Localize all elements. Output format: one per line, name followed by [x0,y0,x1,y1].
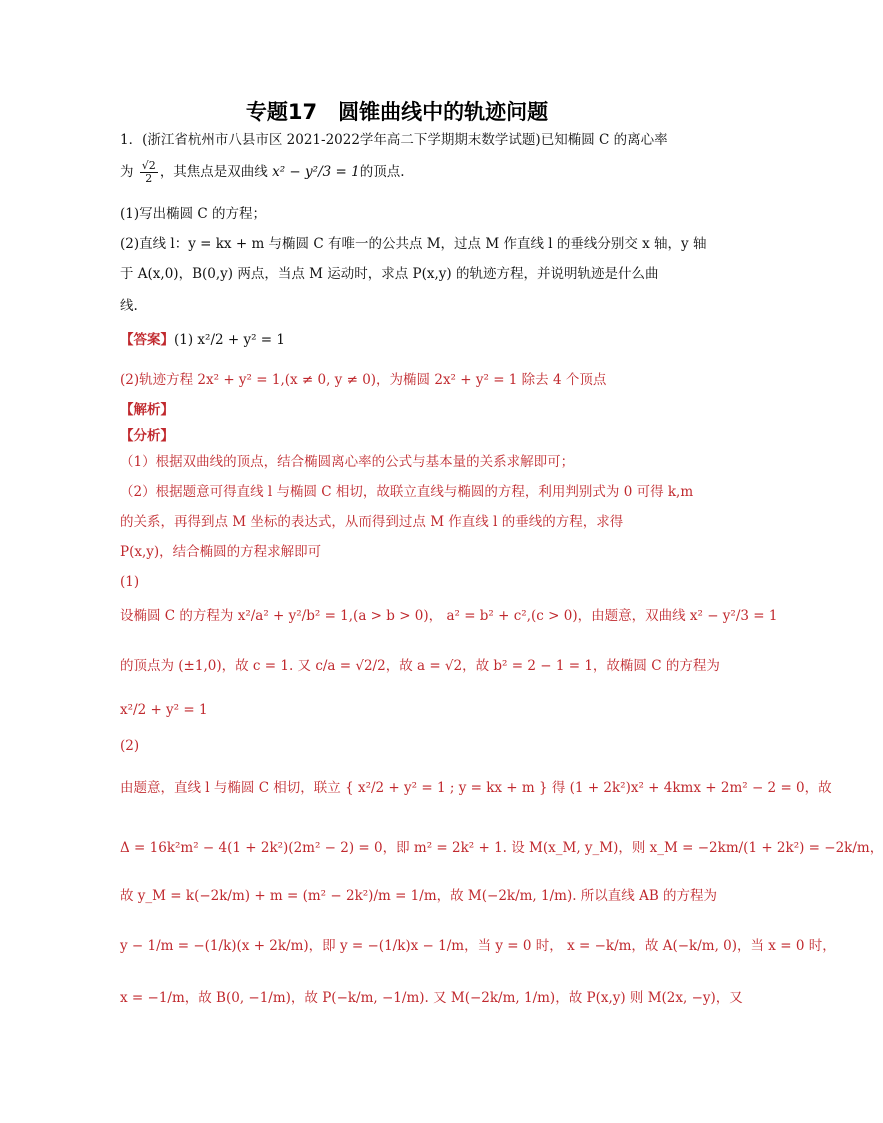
problem-stem: 已知椭圆 C 的离心率 [540,132,668,148]
problem-part-2-line-1: (2)直线 l：y = kx + m 与椭圆 C 有唯一的公共点 M，过点 M 作直线 l 的垂线分别交 x 轴，y 轴 [120,236,707,252]
problem-line-1 [120,130,690,150]
problem-part-2-line-2: 于 A(x,0)，B(0,y) 两点，当点 M 运动时，求点 P(x,y) 的轨迹方程，并说明轨迹是什么曲 [120,266,659,282]
solution-2-line-3: 故 y_M = k(−2k/m) + m = (m² − 2k²)/m = 1/m，故 M(−2k/m, 1/m). 所以直线 AB 的方程为 [120,888,718,904]
solution-1-line-2: 的顶点为 (±1,0)，故 c = 1. 又 c/a = √2/2，故 a = √2，故 b² = 2 − 1 = 1，故椭圆 C 的方程为 [120,658,720,674]
problem-part-2-line-3: 线. [120,298,138,314]
solution-part-1-label: (1) [120,574,140,590]
hyperbola-equation: x² − y²/3 = 1 [272,164,360,180]
problem-number: 1． [120,132,143,148]
solution-label: 【解析】 [120,402,174,418]
analysis-line-3: 的关系，再得到点 M 坐标的表达式，从而得到过点 M 作直线 l 的垂线的方程，求得 [120,514,624,530]
solution-1-line-3: x²/2 + y² = 1 [120,702,208,718]
solution-2-line-1: 由题意，直线 l 与椭圆 C 相切，联立 { x²/2 + y² = 1 ; y = kx + m } 得 (1 + 2k²)x² + 4kmx + 2m² − 2 = 0，故 [120,780,832,796]
analysis-line-1: （1）根据双曲线的顶点，结合椭圆离心率的公式与基本量的关系求解即可； [120,454,575,470]
problem-text: 的顶点. [359,164,405,180]
solution-2-line-2: Δ = 16k²m² − 4(1 + 2k²)(2m² − 2) = 0，即 m² = 2k² + 1. 设 M(x_M, y_M)，则 x_M = −2km/(1 + 2k²) = −2k/m， [120,840,883,856]
problem-part-1: (1)写出椭圆 C 的方程； [120,206,267,222]
solution-2-line-5: x = −1/m，故 B(0, −1/m)，故 P(−k/m, −1/m). 又 M(−2k/m, 1/m)，故 P(x,y) 则 M(2x, −y)，又 [120,990,743,1006]
solution-part-2-label: (2) [120,738,140,754]
answer-1: (1) x²/2 + y² = 1 [174,332,285,348]
problem-line-2 [120,160,690,185]
analysis-line-4: P(x,y)，结合椭圆的方程求解即可 [120,544,322,560]
answer-2: (2)轨迹方程 2x² + y² = 1,(x ≠ 0, y ≠ 0)，为椭圆 2x² + y² = 1 除去 4 个顶点 [120,372,607,388]
problem-text: 为 [120,164,134,180]
solution-1-line-1: 设椭圆 C 的方程为 x²/a² + y²/b² = 1,(a > b > 0)， a² = b² + c²,(c > 0)，由题意，双曲线 x² − y²/3 = 1 [120,608,778,624]
analysis-label: 【分析】 [120,428,174,444]
answer-line-1 [120,330,690,350]
problem-text: ，其焦点是双曲线 [159,164,268,180]
answer-label: 【答案】 [120,332,174,348]
solution-2-line-4: y − 1/m = −(1/k)(x + 2k/m)，即 y = −(1/k)x − 1/m，当 y = 0 时， x = −k/m，故 A(−k/m, 0)，当 x = 0 时， [120,938,836,954]
eccentricity-fraction: $\frac{√2}{2}$ [141,159,156,185]
analysis-line-2: （2）根据题意可得直线 l 与椭圆 C 相切，故联立直线与椭圆的方程，利用判别式为 0 可得 k,m [120,484,694,500]
problem-source: (浙江省杭州市八县市区 2021-2022学年高二下学期期末数学试题) [142,132,541,148]
page-title: 专题17 圆锥曲线中的轨迹问题 [245,100,549,124]
